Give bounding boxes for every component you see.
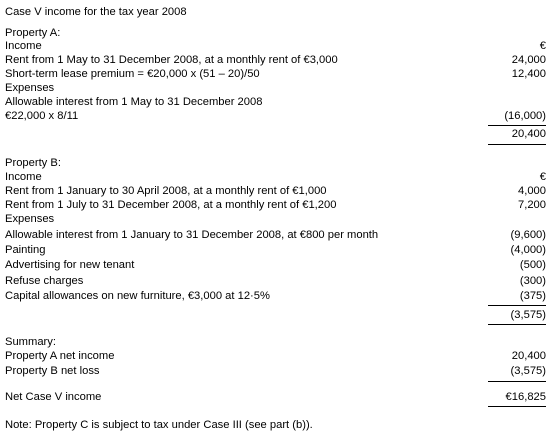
property-b-total-rule (488, 324, 546, 325)
property-b-advertising-value: (500) (519, 259, 546, 271)
property-a-rent-value: 24,000 (511, 54, 546, 66)
page-title: Case V income for the tax year 2008 (5, 6, 187, 18)
summary-b-value: (3,575) (510, 365, 546, 377)
property-b-refuse-value: (300) (519, 275, 546, 287)
property-b-rent1-label: Rent from 1 January to 30 April 2008, at a monthly rent of €1,000 (5, 185, 327, 197)
property-b-subtotal-rule (488, 305, 546, 306)
property-b-rent1-value: 4,000 (518, 185, 546, 197)
property-a-premium-value: 12,400 (511, 68, 546, 80)
summary-total-rule (488, 406, 546, 407)
property-b-rent2-label: Rent from 1 July to 31 December 2008, at a monthly rent of €1,200 (5, 199, 337, 211)
property-a-interest-label: Allowable interest from 1 May to 31 December 2008 (5, 96, 263, 108)
net-case-v-value: €16,825 (505, 391, 546, 403)
property-b-currency: € (539, 171, 546, 183)
property-b-capital-value: (375) (519, 290, 546, 302)
property-a-subtotal-rule (488, 125, 546, 126)
summary-heading: Summary: (5, 336, 56, 348)
property-a-expenses-label: Expenses (5, 82, 55, 94)
property-a-total-rule (488, 144, 546, 145)
property-b-rent2-value: 7,200 (518, 199, 546, 211)
property-b-painting-label: Painting (5, 244, 46, 256)
property-a-heading: Property A: (5, 27, 61, 39)
footnote: Note: Property C is subject to tax under Case III (see part (b)). (5, 419, 313, 431)
property-b-advertising-label: Advertising for new tenant (5, 259, 135, 271)
property-a-currency: € (539, 40, 546, 52)
property-b-interest-label: Allowable interest from 1 January to 31 December 2008, at €800 per month (5, 229, 379, 241)
property-b-net-value: (3,575) (510, 309, 546, 321)
summary-b-label: Property B net loss (5, 365, 100, 377)
property-b-heading: Property B: (5, 157, 61, 169)
property-b-refuse-label: Refuse charges (5, 275, 84, 287)
summary-a-label: Property A net income (5, 350, 115, 362)
property-a-income-label: Income (5, 40, 42, 52)
property-a-premium-label: Short-term lease premium = €20,000 x (51 – 20)/50 (5, 68, 260, 80)
property-b-interest-value: (9,600) (510, 229, 546, 241)
property-b-capital-label: Capital allowances on new furniture, €3,000 at 12·5% (5, 290, 270, 302)
summary-a-value: 20,400 (511, 350, 546, 362)
property-a-interest-calc: €22,000 x 8/11 (5, 110, 79, 122)
property-a-interest-value: (16,000) (504, 110, 546, 122)
property-b-painting-value: (4,000) (510, 244, 546, 256)
property-a-rent-label: Rent from 1 May to 31 December 2008, at a monthly rent of €3,000 (5, 54, 338, 66)
property-b-income-label: Income (5, 171, 42, 183)
property-a-net-value: 20,400 (511, 128, 546, 140)
summary-subtotal-rule (488, 381, 546, 382)
net-case-v-label: Net Case V income (5, 391, 102, 403)
property-b-expenses-label: Expenses (5, 213, 55, 225)
